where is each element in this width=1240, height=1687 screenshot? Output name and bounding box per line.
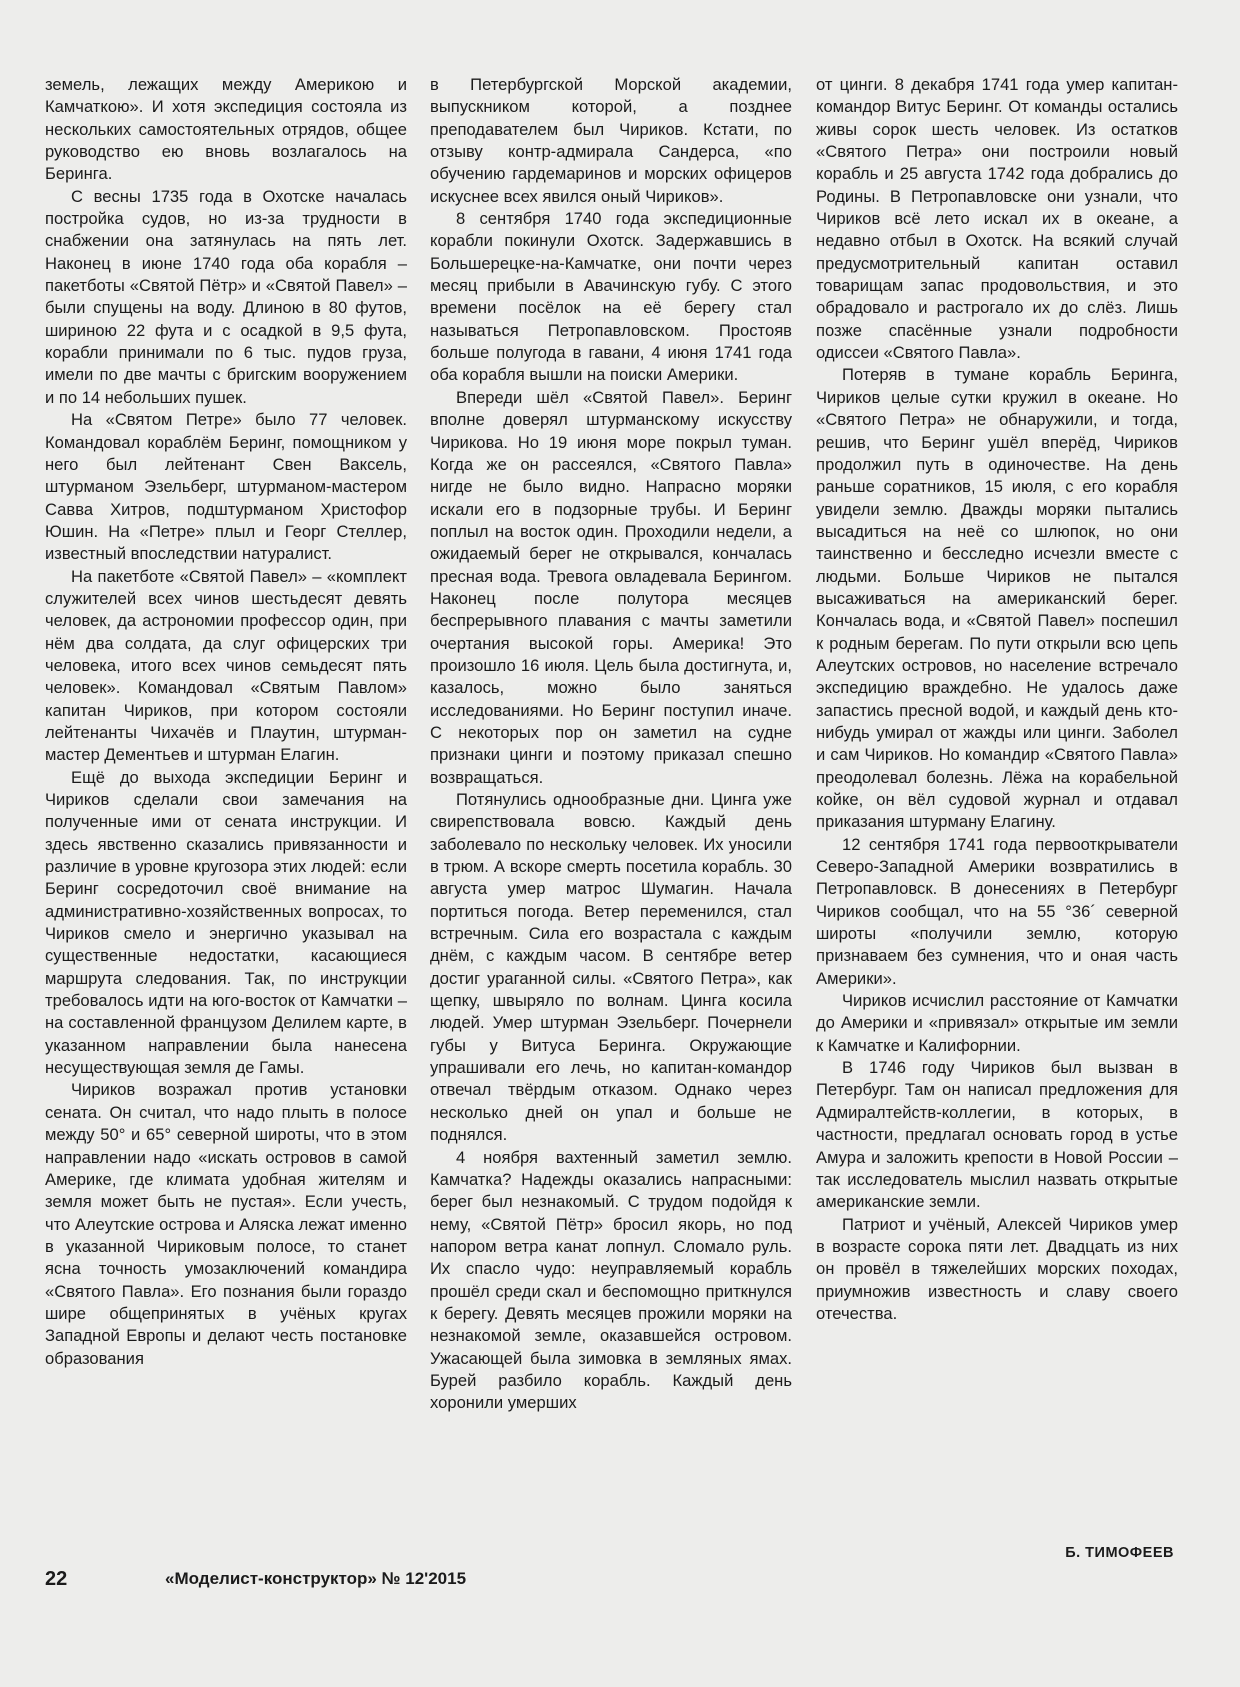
paragraph: В 1746 году Чириков был вызван в Петербург. Там он написал предложения для Адмиралтейств-коллегии, в которых, в частности, предлагал основать город в устье Амура и заложить крепости в Новой России – так исследователь мыслил назвать открытые американские земли.	[816, 1058, 1178, 1212]
paragraph: 12 сентября 1741 года первооткрыватели Северо-Западной Америки возвратились в Петропавловск. В донесениях в Петербург Чириков сообщал, что на 55 °36´ северной широты «получили землю, которую признаваем без сумнения, что и оная часть Америки».	[816, 834, 1178, 988]
page-number: 22	[45, 1568, 68, 1590]
text-column-2	[430, 74, 792, 1415]
text-column-1	[45, 74, 407, 1370]
paragraph: Потеряв в тумане корабль Беринга, Чириков целые сутки кружил в океане. Но «Святого Петра» не обнаружили, и тогда, решив, что Беринг ушёл вперёд, Чириков продолжил путь в одиночестве. На день раньше соратников, 15 июля, с его корабля увидели землю. Дважды моряки пытались высадиться на неё со шлюпок, но они таинственно и бесследно исчезли вместе с людьми. Больше Чириков не пытался высаживаться на американский берег. Кончалась вода, и «Святой Павел» поспешил к родным берегам. По пути открыли всю цепь Алеутских островов, но население встречало экспедицию враждебно. Не удалось даже запастись пресной водой, и каждый день кто-нибудь умирал от жажды или цинги. Заболел и сам Чириков. Но командир «Святого Павла» преодолевал болезнь. Лёжа на корабельной койке, он вёл судовой журнал и отдавал приказания штурману Елагину.	[816, 365, 1178, 832]
paragraph: в Петербургской Морской академии, выпускником которой, а позднее преподавателем был Чириков. Кстати, по отзыву контр-адмирала Сандерса, «по обучению гардемаринов и морских офицеров искуснее всех явился оный Чириков».	[430, 75, 792, 206]
paragraph: 4 ноября вахтенный заметил землю. Камчатка? Надежды оказались напрасными: берег был незнакомый. С трудом подойдя к нему, «Святой Пётр» бросил якорь, но под напором ветра канат лопнул. Сломало руль. Их спасло чудо: неуправляемый корабль прошёл среди скал и беспомощно приткнулся к берегу. Девять месяцев прожили моряки на незнакомой земле, оказавшейся островом. Ужасающей была зимовка в земляных ямах. Бурей разбило корабль. Каждый день хоронили умерших	[430, 1147, 792, 1413]
paragraph: 8 сентября 1740 года экспедиционные корабли покинули Охотск. Задержавшись в Большерецке-на-Камчатке, они почти через месяц прибыли в Авачинскую губу. С этого времени посёлок на её берегу стал называться Петропавловском. Простояв больше полугода в гавани, 4 июня 1741 года оба корабля вышли на поиски Америки.	[430, 209, 792, 385]
magazine-title: «Моделист-конструктор» № 12'2015	[165, 1569, 467, 1588]
text-column-3	[816, 74, 1178, 1325]
paragraph: земель, лежащих между Америкою и Камчаткою». И хотя экспедиция состояла из нескольких самостоятельных отрядов, общее руководство ею вновь возлагалось на Беринга.	[45, 75, 407, 184]
paragraph: Впереди шёл «Святой Павел». Беринг вполне доверял штурманскому искусству Чирикова. Но 19 июня море покрыл туман. Когда же он рассеялся, «Святого Павла» нигде не было видно. Напрасно моряки искали его в подзорные трубы. И Беринг поплыл на восток один. Проходили недели, а ожидаемый берег не открывался, кончалась пресная вода. Тревога овладевала Берингом. Наконец после полутора месяцев беспрерывного плавания с мачты заметили очертания высокой горы. Америка! Это произошло 16 июля. Цель была достигнута, и, казалось, можно было заняться исследованиями. Но Беринг поступил иначе. С некоторых пор он заметил на судне признаки цинги и поэтому приказал спешно возвращаться.	[430, 387, 792, 787]
paragraph: На «Святом Петре» было 77 человек. Командовал кораблём Беринг, помощником у него был лейтенант Свен Ваксель, штурманом Эзельберг, штурманом-мастером Савва Хитров, подштурманом Христофор Юшин. На «Петре» плыл и Георг Стеллер, известный впоследствии натуралист.	[45, 410, 407, 564]
paragraph: Чириков возражал против установки сената. Он считал, что надо плыть в полосе между 50° и 65° северной широты, что в этом направлении надо «искать островов в самой Америке, где климата удобная жителям и земля может быть не пустая». Если учесть, что Алеутские острова и Аляска лежат именно в указанной Чириковым полосе, то станет ясна точность умозаключений командира «Святого Павла». Его познания были гораздо шире общепринятых в учёных кругах Западной Европы и делают честь постановке образования	[45, 1080, 407, 1368]
paragraph: Потянулись однообразные дни. Цинга уже свирепствовала вовсю. Каждый день заболевало по нескольку человек. Их уносили в трюм. А вскоре смерть посетила корабль. 30 августа умер матрос Шумагин. Начала портиться погода. Ветер переменился, стал встречным. Сила его возрастала с каждым днём, с каждым часом. В сентябре ветер достиг ураганной силы. «Святого Петра», как щепку, швыряло по волнам. Цинга косила людей. Умер штурман Эзельберг. Почернели губы у Витуса Беринга. Окружающие упрашивали его лечь, но капитан-командор отвечал твёрдым отказом. Однако через несколько дней он упал и больше не поднялся.	[430, 790, 792, 1145]
paragraph: На пакетботе «Святой Павел» – «комплект служителей всех чинов шестьдесят девять человек, да астрономии профессор один, при нём два солдата, да слуг офицерских три человека, итого всех чинов семьдесят пять человек». Командовал «Святым Павлом» капитан Чириков, при котором состояли лейтенанты Чихачёв и Плаутин, штурман-мастер Дементьев и штурман Елагин.	[45, 566, 407, 765]
paragraph: Патриот и учёный, Алексей Чириков умер в возрасте сорока пяти лет. Двадцать из них он провёл в тяжелейших морских походах, приумножив известность и славу своего отечества.	[816, 1214, 1178, 1323]
page-footer	[45, 1568, 1195, 1598]
author-signature: Б. ТИМОФЕЕВ	[1065, 1545, 1174, 1561]
paragraph: Ещё до выхода экспедиции Беринг и Чириков сделали свои замечания на полученные ими от сената инструкции. И здесь явственно сказались привязанности и различие в уровне кругозора этих людей: если Беринг сосредоточил своё внимание на административно-хозяйственных вопросах, то Чириков смело и энергично указывал на существенные недостатки, касающиеся маршрута следования. Так, по инструкции требовалось идти на юго-восток от Камчатки – на составленной французом Делилем карте, в указанном направлении была нанесена несуществующая земля де Гамы.	[45, 767, 407, 1078]
paragraph: Чириков исчислил расстояние от Камчатки до Америки и «привязал» открытые им земли к Камчатке и Калифорнии.	[816, 991, 1178, 1055]
paragraph: С весны 1735 года в Охотске началась постройка судов, но из-за трудности в снабжении она затянулась на пять лет. Наконец в июне 1740 года оба корабля – пакетботы «Святой Пётр» и «Святой Павел» – были спущены на воду. Длиною в 80 футов, шириною 22 фута и с осадкой в 9,5 фута, корабли принимали по 6 тыс. пудов груза, имели по две мачты с бригским вооружением и по 14 небольших пушек.	[45, 186, 407, 407]
paragraph: от цинги. 8 декабря 1741 года умер капитан-командор Витус Беринг. От команды остались живы сорок шесть человек. Из остатков «Святого Петра» они построили новый корабль и 25 августа 1742 года добрались до Родины. В Петропавловске они узнали, что Чириков всё лето искал их в океане, а недавно отбыл в Охотск. На всякий случай предусмотрительный капитан оставил товарищам запас продовольствия, и это обрадовало и растрогало их до слёз. Лишь позже спасённые узнали подробности одиссеи «Святого Павла».	[816, 75, 1178, 363]
